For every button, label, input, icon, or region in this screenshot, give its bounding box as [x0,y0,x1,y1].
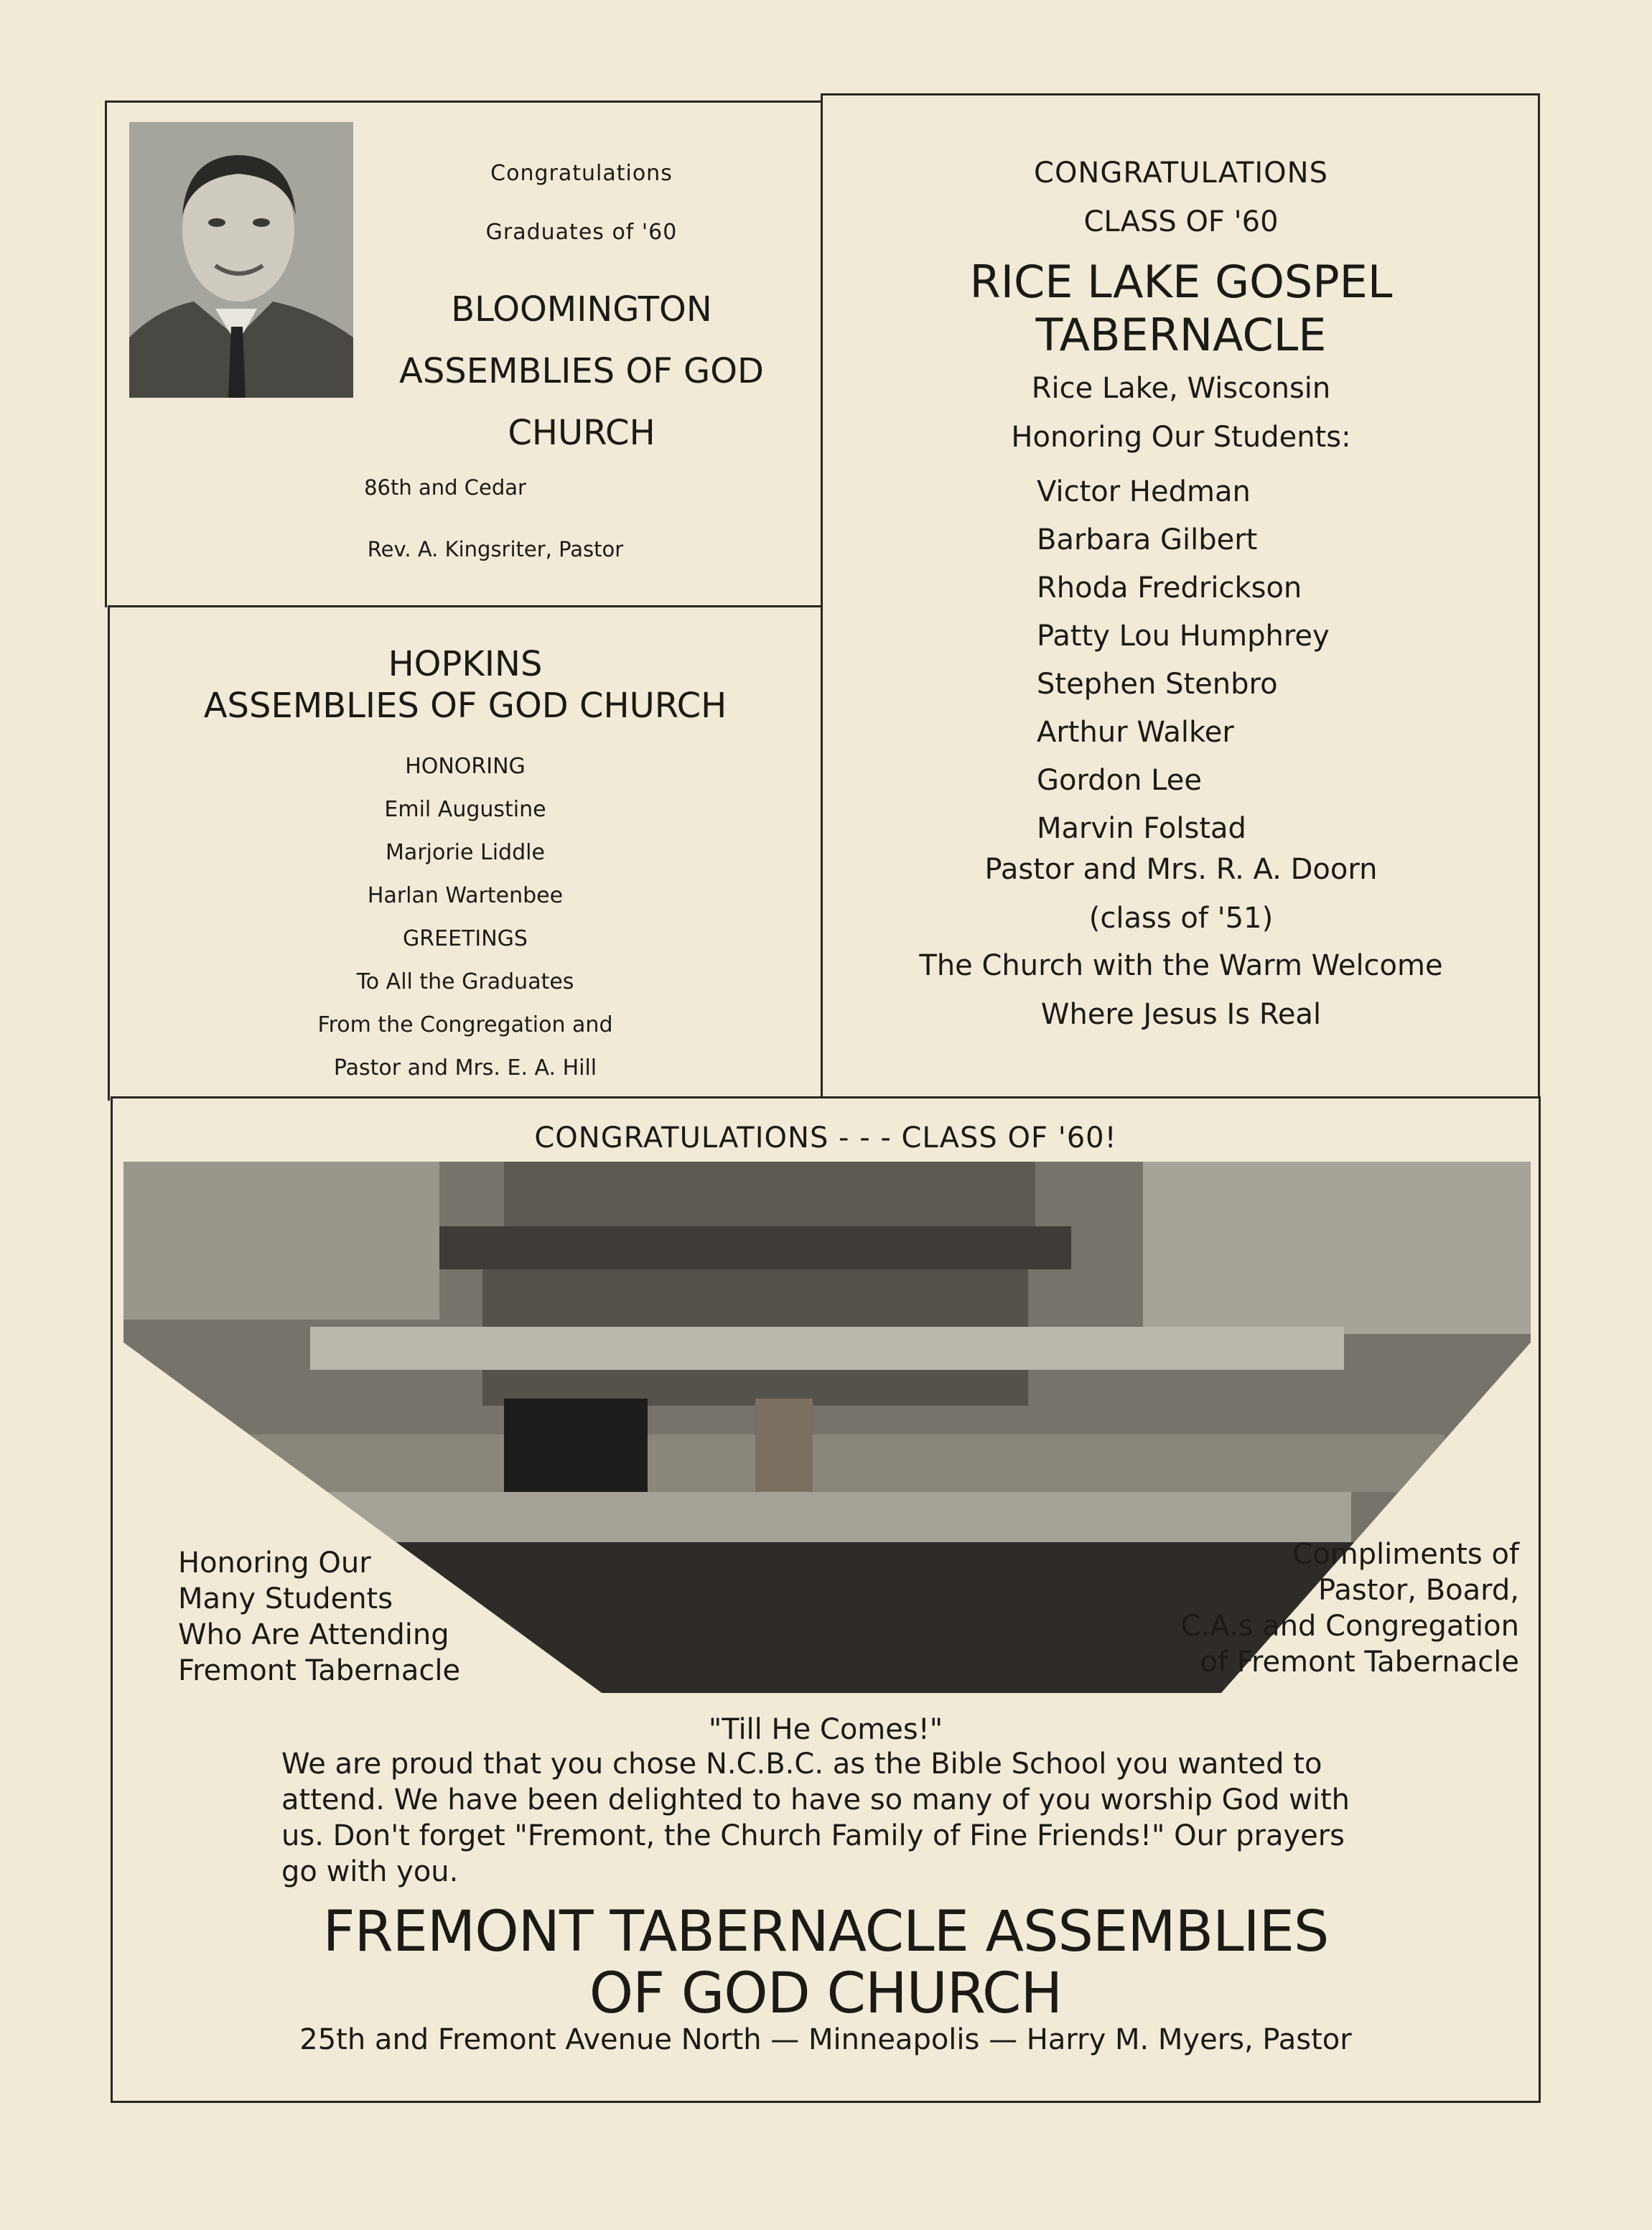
hopkins-name-line1: HOPKINS [388,644,543,684]
fremont-name-line1: FREMONT TABERNACLE ASSEMBLIES [322,1900,1329,1964]
rice-lake-pastor-class: (class of '51) [1088,902,1274,935]
hopkins-church-name [108,643,823,727]
hopkins-line-2: From the Congregation and [317,1012,613,1037]
left-caption-line2: Many Students [178,1582,393,1615]
rice-lake-honoring: Honoring Our Students: [1011,421,1351,454]
pastor-portrait-svg [129,122,353,398]
bloomington-name-line3: CHURCH [508,413,655,453]
rice-lake-name-line2: TABERNACLE [1035,309,1327,361]
list-item: Patty Lou Humphrey [1037,620,1330,653]
list-item: Harlan Wartenbee [367,883,564,908]
fremont-address: 25th and Fremont Avenue North — Minneapolis — Harry M. Myers, Pastor [299,2023,1352,2056]
bloomington-graduates: Graduates of '60 [485,220,678,245]
rice-lake-class: CLASS OF '60 [1083,205,1279,238]
rice-lake-name-line1: RICE LAKE GOSPEL [969,256,1393,308]
list-item: Rhoda Fredrickson [1037,572,1302,605]
right-caption-line4: of Fremont Tabernacle [1200,1646,1519,1679]
rice-lake-slogan-2: Where Jesus Is Real [1040,998,1322,1031]
hopkins-name-line2: ASSEMBLIES OF GOD CHURCH [203,686,727,726]
bloomington-name-line2: ASSEMBLIES OF GOD [399,351,764,391]
right-caption-line2: Pastor, Board, [1318,1574,1519,1607]
fremont-left-caption [178,1545,508,1689]
left-caption-line4: Fremont Tabernacle [178,1654,461,1687]
bloomington-address: 86th and Cedar [364,475,526,500]
list-item: Arthur Walker [1037,716,1234,749]
list-item: Marvin Folstad [1037,812,1246,845]
right-caption-line3: C.A.s and Congregation [1180,1610,1519,1643]
fremont-church-name [111,1901,1541,2025]
message-line1: We are proud that you chose N.C.B.C. as the Bible School you wanted to [281,1748,1322,1781]
rice-lake-location: Rice Lake, Wisconsin [1031,372,1331,405]
bloomington-church-name [359,279,804,464]
message-line3: us. Don't forget "Fremont, the Church Family of Fine Friends!" Our prayers [281,1819,1345,1852]
bloomington-name-line1: BLOOMINGTON [451,289,712,330]
list-item: Marjorie Liddle [386,840,545,865]
list-item: Emil Augustine [384,797,546,822]
message-line2: attend. We have been delighted to have so many of you worship God with [281,1783,1350,1816]
fremont-name-line2: OF GOD CHURCH [589,1961,1063,2026]
fremont-heading: CONGRATULATIONS - - - CLASS OF '60! [534,1121,1117,1154]
rice-lake-congrats: CONGRATULATIONS [1034,157,1328,190]
fremont-quote: "Till He Comes!" [708,1713,943,1746]
rice-lake-church-name [826,256,1536,362]
list-item: Barbara Gilbert [1037,523,1258,556]
hopkins-body [108,745,823,1090]
left-caption-line1: Honoring Our [178,1546,371,1580]
bloomington-pastor: Rev. A. Kingsriter, Pastor [367,537,624,561]
bloomington-congrats: Congratulations [490,161,673,186]
list-item: Victor Hedman [1037,475,1251,508]
hopkins-line-3: Pastor and Mrs. E. A. Hill [333,1055,597,1081]
fremont-right-caption [1120,1536,1519,1680]
rice-lake-pastor: Pastor and Mrs. R. A. Doorn [984,853,1378,886]
hopkins-honoring: HONORING [405,754,526,779]
list-item: Gordon Lee [1037,764,1202,797]
list-item: Stephen Stenbro [1037,668,1278,701]
pastor-portrait [129,122,353,398]
fremont-message [281,1746,1401,1890]
message-line4: go with you. [281,1855,459,1888]
hopkins-greetings: GREETINGS [403,926,528,951]
rice-lake-slogan-1: The Church with the Warm Welcome [919,949,1443,982]
right-caption-line1: Compliments of [1292,1538,1519,1571]
left-caption-line3: Who Are Attending [178,1618,449,1651]
rice-lake-student-list [1037,468,1467,853]
hopkins-line-1: To All the Graduates [356,969,574,994]
